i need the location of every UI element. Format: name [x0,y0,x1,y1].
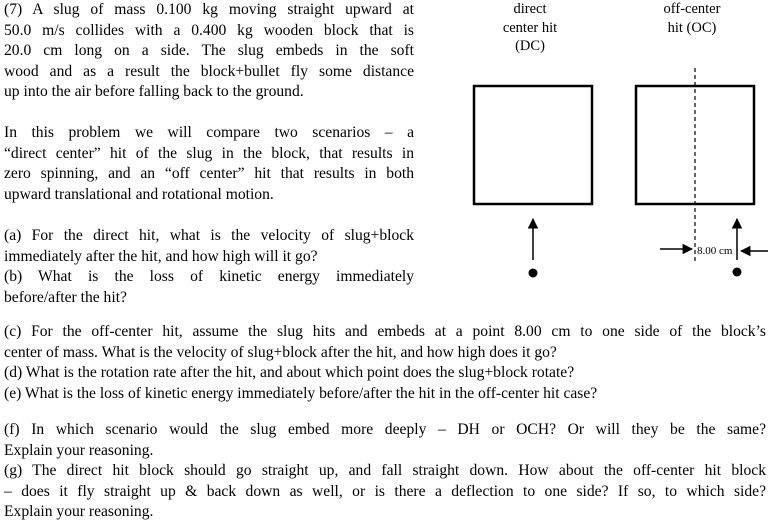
compare-line: upward translational and rotational motion. [4,185,274,203]
part-e-line: (e) What is the loss of kinetic energy immediately before/after the hit in the off-center hit case? [4,384,598,402]
dc-block [474,86,592,204]
part-d-line: (d) What is the rotation rate after the hit, and about which point does the slug+block rotate? [4,364,575,382]
oc-label-line: hit (OC) [667,19,717,36]
part-a-line: (a) For the direct hit, what is the velocity of slug+block [4,227,414,244]
dc-label-line: direct [513,1,547,17]
part-f-line: Explain your reasoning. [4,441,154,459]
offset-label: 8.00 cm [697,245,733,257]
part-c-line: (c) For the off-center hit, assume the slug hits and embeds at a point 8.00 cm to one side of the block’s [4,323,766,340]
dc-slug [529,269,538,278]
part-a-line: immediately after the hit, and how high will it go? [4,247,318,265]
intro-line: (7) A slug of mass 0.100 kg moving straight upward at [4,1,414,18]
dc-label-line: center hit [502,19,558,36]
oc-label-line: off-center [663,1,721,17]
intro-line: up into the air before falling back to the ground. [4,83,304,101]
part-b-line: before/after the hit? [4,288,127,306]
dc-label-line: (DC) [515,38,545,54]
oc-slug [733,268,742,277]
part-g-line: Explain your reasoning. [4,503,154,521]
part-c-line: center of mass. What is the velocity of slug+block after the hit, and how high does it go? [4,343,557,361]
part-g-line: – does it fly straight up & back down as well, or is there a deflection to one side? If so, to which side? [4,482,766,500]
part-b-line: (b) What is the loss of kinetic energy immediately [4,268,414,286]
intro-line: 50.0 m/s collides with a 0.400 kg wooden block that is [4,21,414,39]
part-g-line: (g) The direct hit block should go straight up, and fall straight down. How about the off-center hit block [4,462,766,479]
intro-line: 20.0 cm long on a side. The slug embeds in the soft [4,42,414,60]
compare-line: zero spinning, and an “off center” hit that results in both [4,165,414,183]
compare-line: “direct center” hit of the slug in the block, that results in [4,144,414,162]
part-f-line: (f) In which scenario would the slug embed more deeply – DH or OCH? Or will they be the same? [4,421,766,438]
compare-line: In this problem we will compare two scenarios – a [4,124,414,141]
intro-line: wood and as a result the block+bullet fly some distance [4,62,414,80]
